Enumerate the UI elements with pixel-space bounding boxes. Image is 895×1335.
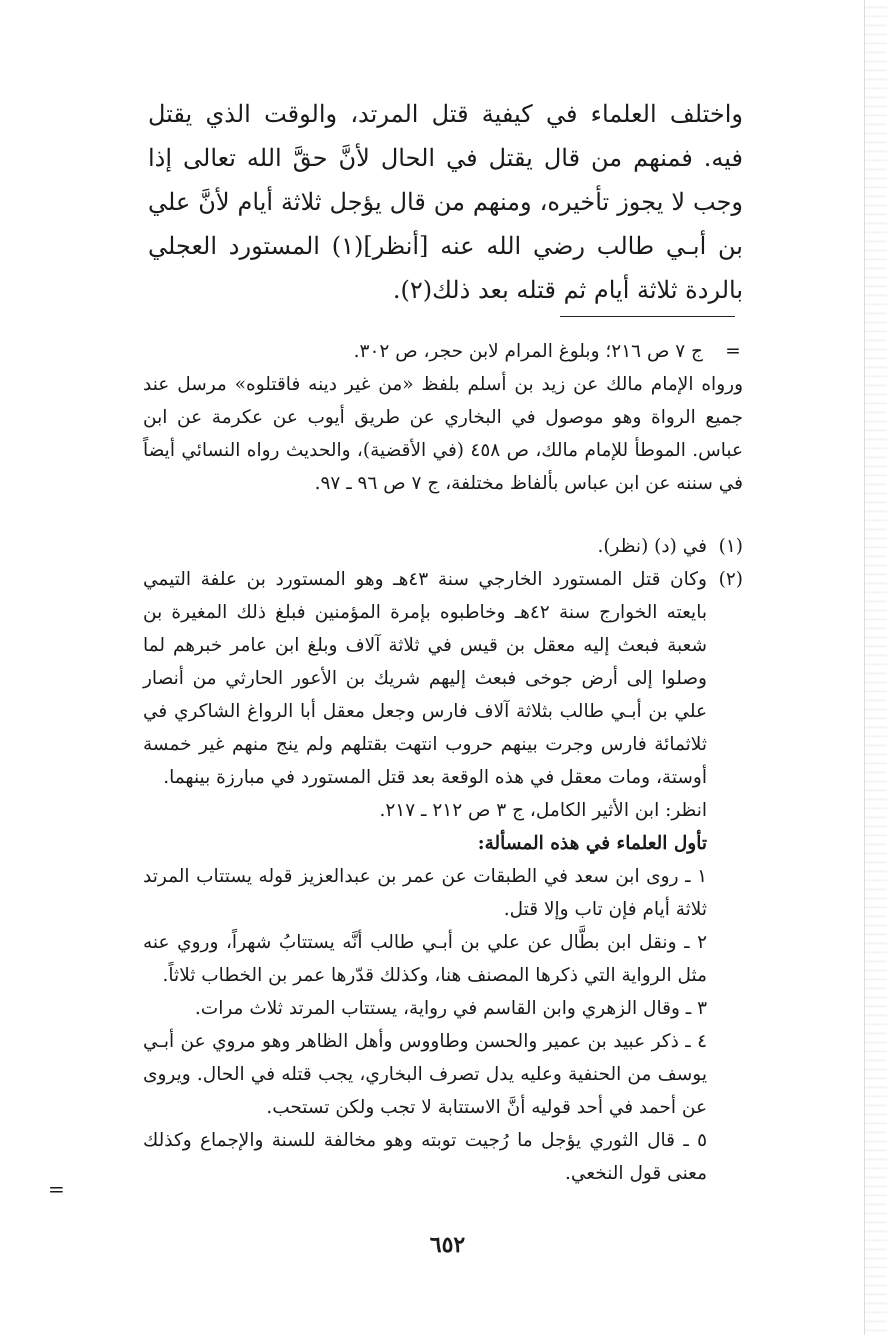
- footnote-continuation-text: ورواه الإمام مالك عن زيد بن أسلم بلفظ «من غير دينه فاقتلوه» مرسل عند جميع الرواة وهو موصول في البخاري عن طريق أيوب عن عكرمة عن ابن عباس. الموطأ للإمام مالك، ص ٤٥٨ (في الأقضية)، والحديث رواه النسائي أيضاً في سننه عن ابن عباس بألفاظ مختلفة، ج ٧ ص ٩٦ ـ ٩٧.: [143, 374, 743, 494]
- footnote-2: [143, 563, 743, 1190]
- footnote-number: (١): [718, 536, 743, 557]
- footnote-text: وكان قتل المستورد الخارجي سنة ٤٣هـ وهو المستورد بن علفة التيمي بايعته الخوارج سنة ٤٢هـ وخاطبوه بإمرة المؤمنين فبلغ ذلك المغيرة بن شعبة فبعث إليه معقل بن قيس في ثلاثة آلاف وبلغ ابن عامر خبرهم لما وصلوا إلى أرض جوخى فبعث إليهم شريك بن الأعور الحارثي من أنصار علي بن أبـي طالب بثلاثة آلاف فارس وجعل معقل أبا الرواغ الشاكري في ثلاثمائة فارس وجرت بينهم حروب انتهت بقتلهم ولم ينج منهم غير خمسة أوستة، ومات معقل في هذه الوقعة بعد قتل المستورد في مبارزة بينهما.: [143, 569, 707, 788]
- footnote-continuation: [143, 335, 743, 500]
- footnote-source: انظر: ابن الأثير الكامل، ج ٣ ص ٢١٢ ـ ٢١٧.: [379, 800, 707, 821]
- footnote-text: في (د) (نظر).: [597, 536, 707, 557]
- footnote-continuation-line1: ج ٧ ص ٢١٦؛ وبلوغ المرام لابن حجر، ص ٣٠٢.: [353, 341, 703, 362]
- main-paragraph: واختلف العلماء في كيفية قتل المرتد، والوقت الذي يقتل فيه. فمنهم من قال يقتل في الحال لأنَّ حقَّ الله تعالى إذا وجب لا يجوز تأخيره، ومنهم من قال يؤجل ثلاثة أيام لأنَّ علي بن أبـي طالب رضي الله عنه [أنظر](١) المستورد العجلي بالردة ثلاثة أيام ثم قتله بعد ذلك(٢).: [148, 100, 743, 304]
- scan-edge-artifact: [865, 0, 887, 1335]
- footnote-1: [143, 530, 743, 563]
- continuation-marker-bottom: =: [48, 1177, 65, 1201]
- opinion-item: ٤ ـ ذكر عبيد بن عمير والحسن وطاووس وأهل الظاهر وهو مروي عن أبـي يوسف من الحنفية وعليه يدل تصرف البخاري، يجب قتله في الحال. ويروى عن أحمد في أحد قوليه أنَّ الاستتابة لا تجب ولكن تستحب.: [143, 1031, 707, 1118]
- page-number: ٦٥٢: [429, 1232, 466, 1258]
- footnote-heading: تأول العلماء في هذه المسألة:: [477, 833, 707, 854]
- opinion-item: ٢ ـ ونقل ابن بطَّال عن علي بن أبـي طالب أنَّه يستتابُ شهراً، وروي عنه مثل الرواية التي ذكرها المصنف هنا، وكذلك قدّرها عمر بن الخطاب ثلاثاً.: [143, 932, 707, 986]
- footnotes-list: [143, 530, 743, 1190]
- opinion-item: ٣ ـ وقال الزهري وابن القاسم في رواية، يستتاب المرتد ثلاث مرات.: [194, 998, 707, 1019]
- footnote-separator-rule: [560, 316, 735, 317]
- main-text-block: [148, 92, 743, 312]
- opinion-item: ١ ـ روى ابن سعد في الطبقات عن عمر بن عبدالعزيز قوله يستتاب المرتد ثلاثة أيام فإن تاب وإلا قتل.: [143, 866, 707, 920]
- continuation-marker-top: =: [725, 341, 741, 362]
- footnote-number: (٢): [718, 569, 743, 590]
- opinion-item: ٥ ـ قال الثوري يؤجل ما رُجيت توبته وهو مخالفة للسنة والإجماع وكذلك معنى قول النخعي.: [143, 1130, 707, 1184]
